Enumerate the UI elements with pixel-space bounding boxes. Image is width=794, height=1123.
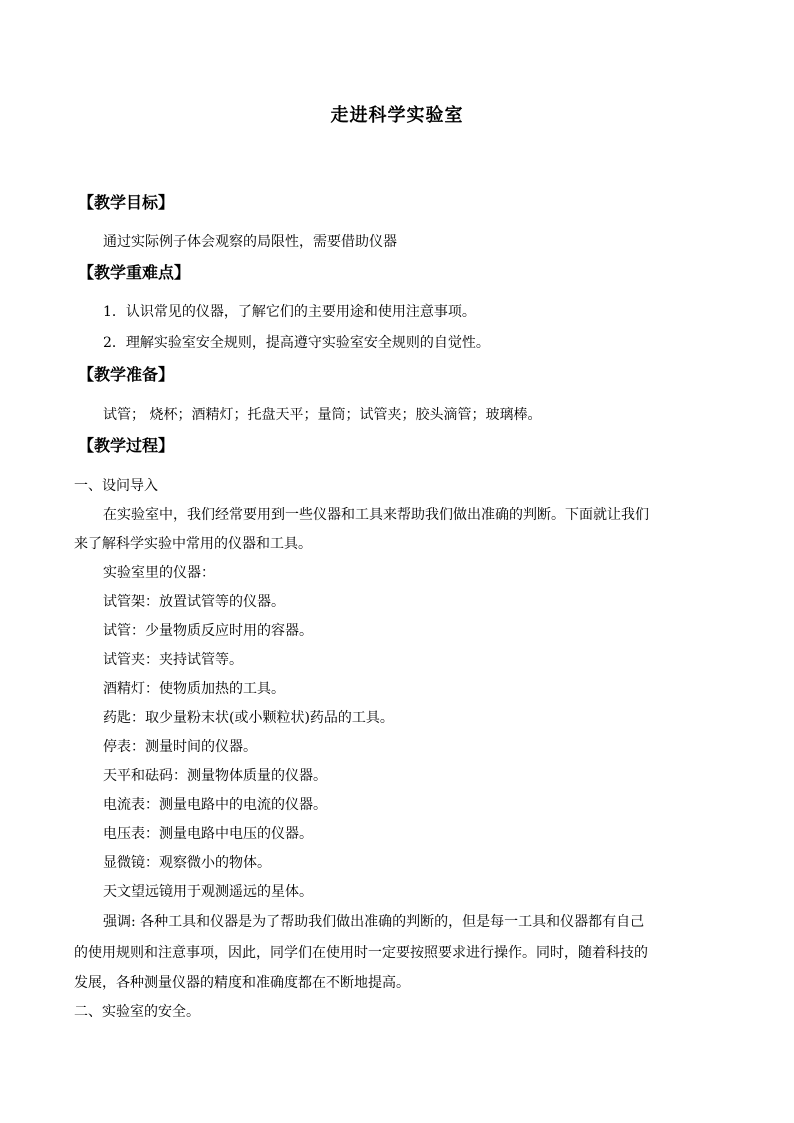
- instrument-item: 试管：少量物质反应时用的容器。: [103, 623, 313, 639]
- emphasis-line-2: 的使用规则和注意事项，因此，同学们在使用时一定要按照要求进行操作。同时，随着科技的: [74, 945, 648, 961]
- key-point-item-2: 2．理解实验室安全规则，提高遵守实验室安全规则的自觉性。: [103, 335, 490, 351]
- part2-title: 二、实验室的安全。: [74, 1004, 200, 1020]
- key-points-heading: 【教学重难点】: [78, 263, 191, 282]
- instrument-item: 停表：测量时间的仪器。: [103, 739, 257, 755]
- objectives-text: 通过实际例子体会观察的局限性，需要借助仪器: [103, 234, 397, 250]
- instrument-item: 电流表：测量电路中的电流的仪器。: [103, 797, 327, 813]
- instrument-item: 电压表：测量电路中电压的仪器。: [103, 826, 313, 842]
- intro-line-1: 在实验室中，我们经常要用到一些仪器和工具来帮助我们做出准确的判断。下面就让我们: [103, 507, 649, 523]
- instrument-item: 试管架：放置试管等的仪器。: [103, 594, 285, 610]
- instrument-item: 药匙：取少量粉末状(或小颗粒状)药品的工具。: [103, 710, 394, 726]
- instrument-item: 天文望远镜用于观测遥远的星体。: [103, 884, 313, 900]
- instrument-item: 天平和砝码：测量物体质量的仪器。: [103, 768, 327, 784]
- instruments-lead: 实验室里的仪器：: [103, 565, 215, 581]
- page-title: 走进科学实验室: [330, 105, 464, 126]
- instrument-item: 试管夹：夹持试管等。: [103, 652, 243, 668]
- objectives-heading: 【教学目标】: [78, 193, 175, 212]
- intro-line-2: 来了解科学实验中常用的仪器和工具。: [74, 536, 312, 552]
- emphasis-line-1: 强调: 各种工具和仪器是为了帮助我们做出准确的判断的，但是每一工具和仪器都有自己: [103, 914, 645, 930]
- preparation-heading: 【教学准备】: [78, 365, 175, 384]
- emphasis-line-3: 发展，各种测量仪器的精度和准确度都在不断地提高。: [74, 975, 410, 991]
- preparation-text: 试管； 烧杯；酒精灯；托盘天平；量筒；试管夹；胶头滴管；玻璃棒。: [103, 407, 542, 423]
- part1-title: 一、设问导入: [74, 478, 158, 494]
- instrument-item: 酒精灯：使物质加热的工具。: [103, 681, 285, 697]
- process-heading: 【教学过程】: [78, 436, 175, 455]
- key-point-item-1: 1．认识常见的仪器，了解它们的主要用途和使用注意事项。: [103, 304, 476, 320]
- instrument-item: 显微镜：观察微小的物体。: [103, 855, 271, 871]
